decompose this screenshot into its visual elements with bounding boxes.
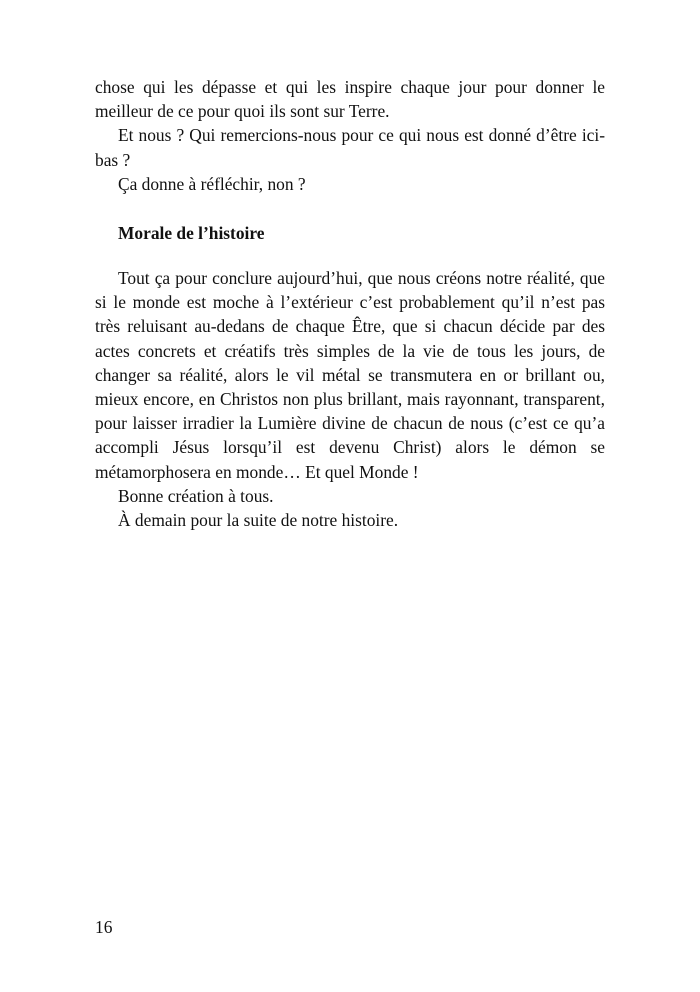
paragraph-closing: À demain pour la suite de notre histoire. [118, 510, 399, 531]
section-heading: Morale de l’histoire [118, 223, 265, 243]
paragraph-conclusion: Tout ça pour conclure aujourd’hui, que nous créons notre réalité, que si le monde est moche à l’extérieur c’est probablement qu’il n’est pas très reluisant au-dedans de chaque Être, que si chacun décide par des actes concrets et créatifs très simples de la vie de tous les jours, de changer sa réalité, alors le vil métal se transmutera en or brillant ou, mieux encore, en Christos non plus brillant, mais rayonnant, transparent, pour laisser irradier la Lumière divine de chacun de nous (c’est ce qu’a accompli Jésus lorsqu’il est devenu Christ) alors le démon se métamorphosera en monde… Et quel Monde ! [95, 268, 605, 482]
body-text-block [95, 266, 605, 532]
page-number: 16 [95, 917, 113, 937]
top-text-block [95, 75, 605, 196]
paragraph-greeting: Bonne création à tous. [118, 485, 274, 506]
paragraph-reflection: Ça donne à réfléchir, non ? [118, 173, 306, 194]
section-heading-block [95, 221, 605, 245]
paragraph-question: Et nous ? Qui remercions-nous pour ce qui nous est donné d’être ici-bas ? [95, 125, 605, 170]
paragraph-continuation: chose qui les dépasse et qui les inspire chaque jour pour donner le meilleur de ce pour quoi ils sont sur Terre. [95, 77, 605, 122]
